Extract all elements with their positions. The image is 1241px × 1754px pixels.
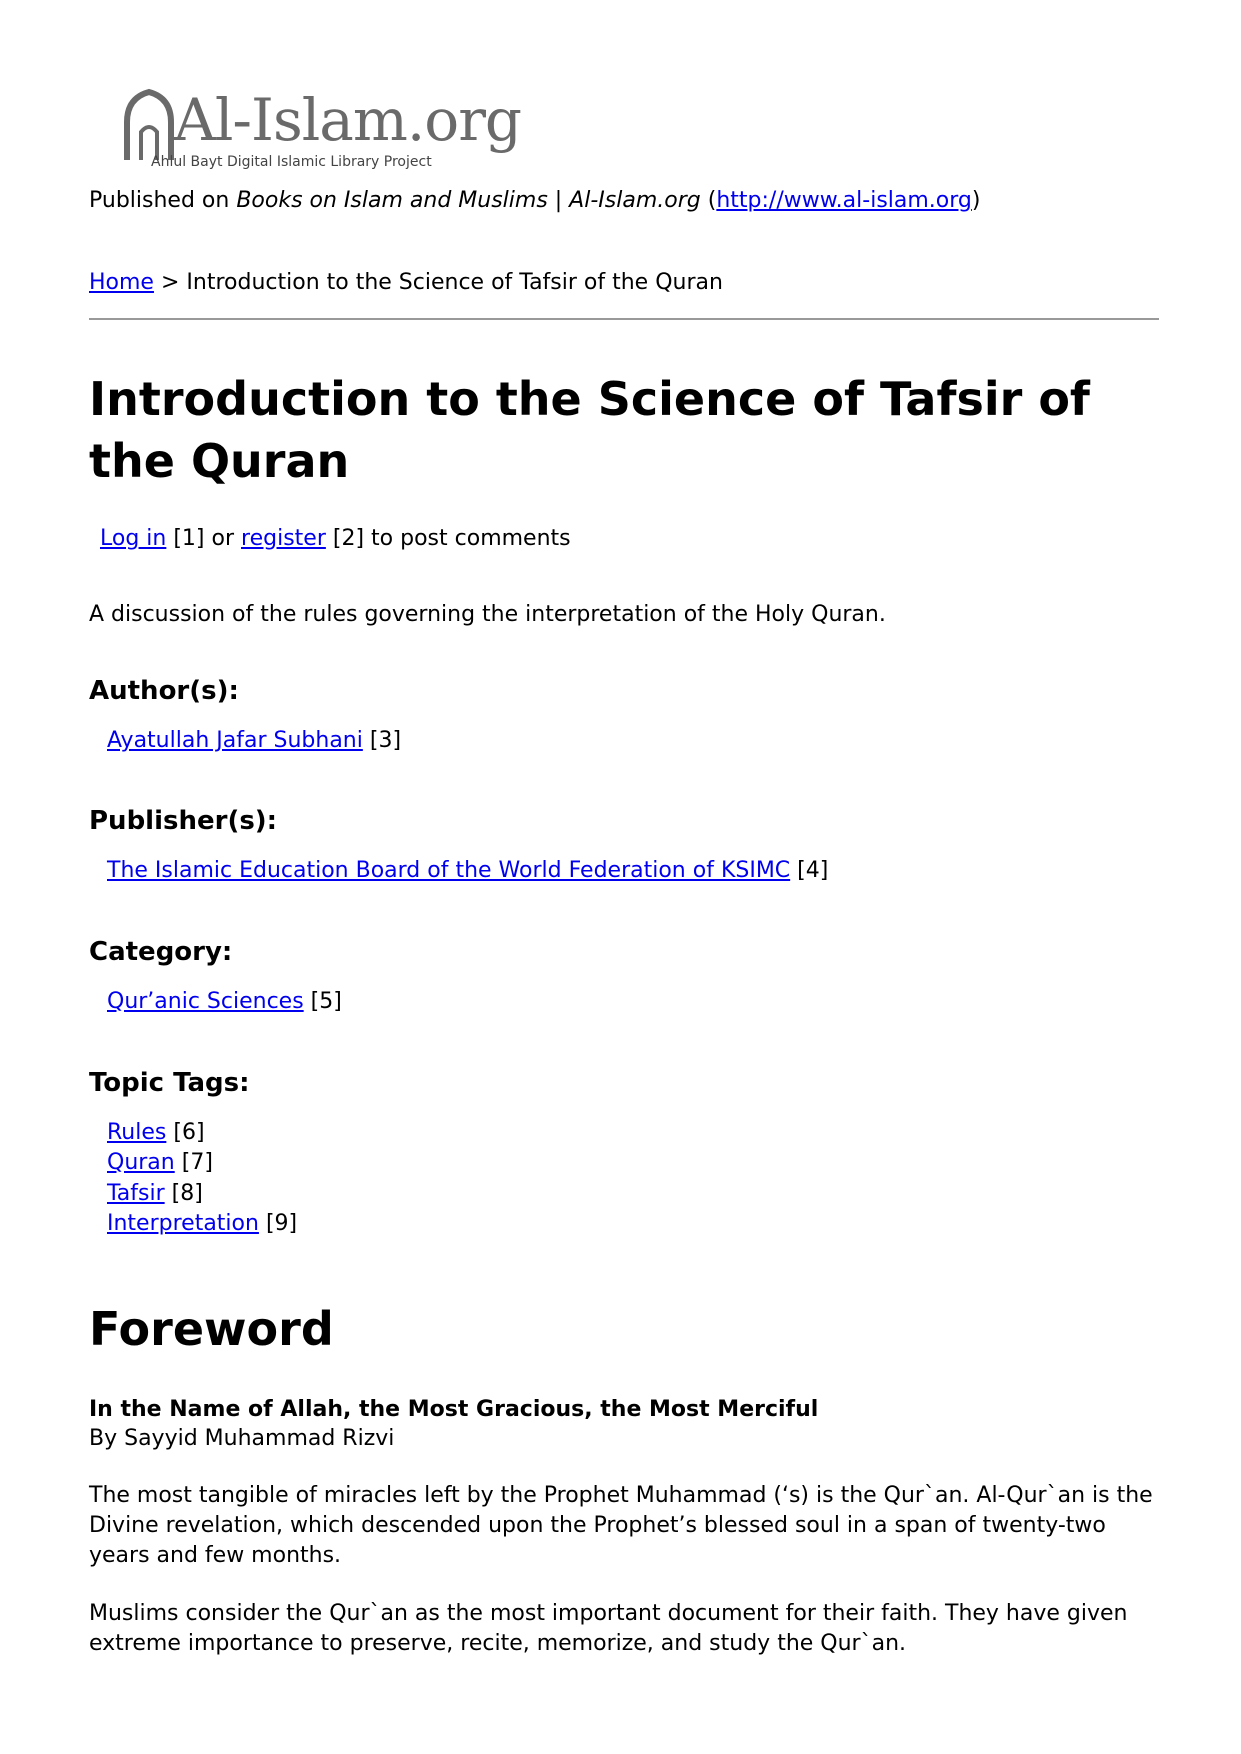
category-item bbox=[107, 987, 342, 1017]
tag-item bbox=[107, 1209, 297, 1239]
or-text: or bbox=[211, 526, 235, 551]
tag-item bbox=[107, 1179, 203, 1209]
site-logo[interactable] bbox=[119, 86, 522, 182]
author-item bbox=[107, 726, 401, 756]
tag-ref: [9] bbox=[265, 1211, 298, 1236]
foreword-paragraph: The most tangible of miracles left by the Prophet Muhammad (‘s) is the Qur`an. Al-Qur`an is the Divine revelation, which descended upon the Prophet’s blessed soul in a span of twenty-two years and few months. bbox=[89, 1483, 1153, 1568]
authors-label: Author(s): bbox=[89, 676, 239, 706]
site-url-link[interactable]: http://www.al-islam.org bbox=[716, 188, 972, 213]
tag-link-tafsir[interactable]: Tafsir bbox=[107, 1181, 165, 1206]
tags-label: Topic Tags: bbox=[89, 1068, 250, 1098]
login-ref: [1] bbox=[173, 526, 205, 551]
tag-ref: [8] bbox=[171, 1181, 203, 1206]
published-line bbox=[89, 188, 980, 213]
foreword-paragraph: Muslims consider the Qur`an as the most important document for their faith. They have given extreme importance to preserve, recite, memorize, and study the Qur`an. bbox=[89, 1601, 1128, 1656]
bismillah-line: In the Name of Allah, the Most Gracious, the Most Merciful bbox=[89, 1397, 819, 1422]
breadcrumb bbox=[89, 270, 723, 295]
logo-tagline: Ahlul Bayt Digital Islamic Library Project bbox=[151, 154, 432, 170]
published-prefix: Published on bbox=[89, 188, 230, 213]
tag-item bbox=[107, 1118, 205, 1148]
url-close-paren: ) bbox=[971, 188, 981, 213]
tag-link-interpretation[interactable]: Interpretation bbox=[107, 1211, 259, 1236]
author-ref: [3] bbox=[369, 728, 402, 753]
login-link[interactable]: Log in bbox=[100, 526, 167, 551]
register-link[interactable]: register bbox=[241, 526, 326, 551]
page-title: Introduction to the Science of Tafsir of the Quran bbox=[89, 372, 1090, 488]
tag-ref: [6] bbox=[173, 1120, 205, 1145]
comment-suffix: to post comments bbox=[371, 526, 571, 551]
category-ref: [5] bbox=[310, 989, 342, 1014]
publisher-ref: [4] bbox=[797, 858, 829, 883]
category-link[interactable]: Qur’anic Sciences bbox=[107, 989, 304, 1014]
breadcrumb-separator: > bbox=[160, 270, 180, 295]
publisher-link[interactable]: The Islamic Education Board of the World Federation of KSIMC bbox=[107, 858, 791, 883]
logo-wordmark: Al-Islam.org bbox=[174, 86, 522, 154]
tag-link-quran[interactable]: Quran bbox=[107, 1150, 175, 1175]
comment-prompt bbox=[100, 526, 571, 551]
breadcrumb-current: Introduction to the Science of Tafsir of the Quran bbox=[186, 270, 723, 295]
publishers-label: Publisher(s): bbox=[89, 806, 278, 836]
header-divider bbox=[89, 318, 1159, 320]
tag-ref: [7] bbox=[181, 1150, 213, 1175]
tag-link-rules[interactable]: Rules bbox=[107, 1120, 167, 1145]
publisher-item bbox=[107, 856, 828, 886]
breadcrumb-home-link[interactable]: Home bbox=[89, 270, 154, 295]
register-ref: [2] bbox=[332, 526, 365, 551]
author-link[interactable]: Ayatullah Jafar Subhani bbox=[107, 728, 363, 753]
foreword-heading: Foreword bbox=[89, 1302, 334, 1356]
book-summary: A discussion of the rules governing the interpretation of the Holy Quran. bbox=[89, 602, 886, 627]
foreword-byline: By Sayyid Muhammad Rizvi bbox=[89, 1426, 395, 1451]
category-label: Category: bbox=[89, 937, 233, 967]
url-open-paren: ( bbox=[707, 188, 717, 213]
tag-item bbox=[107, 1148, 213, 1178]
site-name: Books on Islam and Muslims | Al-Islam.org bbox=[236, 188, 701, 213]
